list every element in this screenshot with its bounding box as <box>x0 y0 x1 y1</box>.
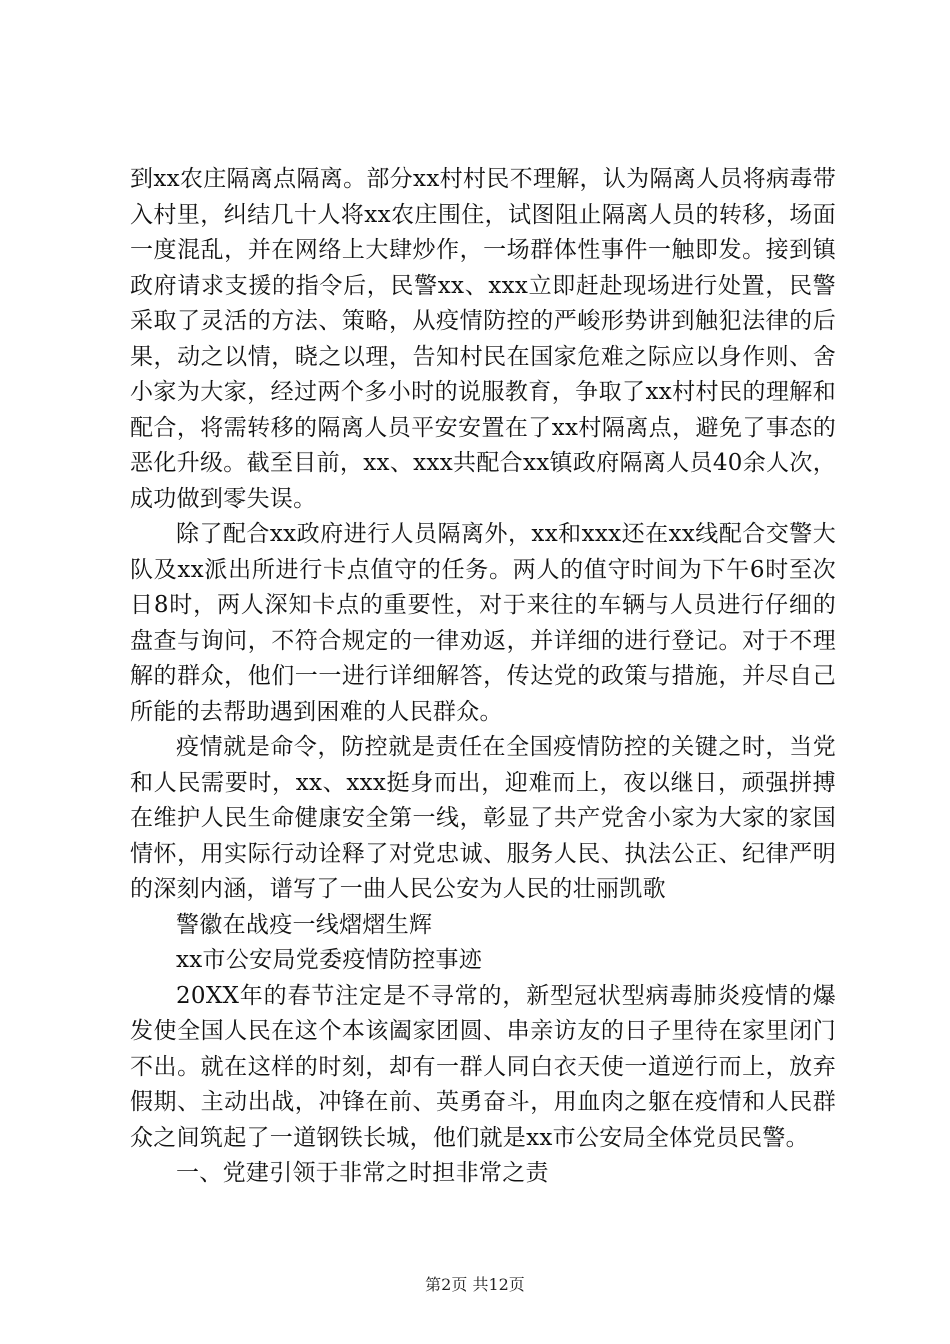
paragraph-4: 20XX年的春节注定是不寻常的，新型冠状型病毒肺炎疫情的爆发使全国人民在这个本该阖家团圆、串亲访友的日子里待在家里闭门不出。就在这样的时刻，却有一群人同白衣天使一道逆行而上，放弃假期、主动出战，冲锋在前、英勇奋斗，用血肉之躯在疫情和人民群众之间筑起了一道钢铁长城，他们就是xx市公安局全体党员民警。 <box>130 982 836 1151</box>
heading-title: 警徽在战疫一线熠熠生辉 <box>176 911 433 938</box>
section-heading: 一、党建引领于非常之时担非常之责 <box>176 1160 549 1186</box>
paragraph-2: 除了配合xx政府进行人员隔离外，xx和xxx还在xx线配合交警大队及xx派出所进行卡点值守的任务。两人的值守时间为下午6时至次日8时，两人深知卡点的重要性，对于来往的车辆与人员进行仔细的盘查与询问，不符合规定的一律劝返，并详细的进行登记。对于不理解的群众，他们一一进行详细解答，传达党的政策与措施，并尽自己所能的去帮助遇到困难的人民群众。 <box>130 521 836 725</box>
heading-subtitle: xx市公安局党委疫情防控事迹 <box>176 947 483 973</box>
paragraph-3: 疫情就是命令，防控就是责任在全国疫情防控的关键之时，当党和人民需要时，xx、xxx挺身而出，迎难而上，夜以继日，顽强拼搏在维护人民生命健康安全第一线，彰显了共产党舍小家为大家的家国情怀，用实际行动诠释了对党忠诚、服务人民、执法公正、纪律严明的深刻内涵，谱写了一曲人民公安为人民的壮丽凯歌 <box>130 734 836 902</box>
page-footer: 第2页 共12页 <box>425 1275 525 1294</box>
paragraph-1: 到xx农庄隔离点隔离。部分xx村村民不理解，认为隔离人员将病毒带入村里，纠结几十人将xx农庄围住，试图阻止隔离人员的转移，场面一度混乱，并在网络上大肆炒作，一场群体性事件一触即发。接到镇政府请求支援的指令后，民警xx、xxx立即赶赴现场进行处置，民警采取了灵活的方法、策略，从疫情防控的严峻形势讲到触犯法律的后果，动之以情，晓之以理，告知村民在国家危难之际应以身作则、舍小家为大家，经过两个多小时的说服教育，争取了xx村村民的理解和配合，将需转移的隔离人员平安安置在了xx村隔离点，避免了事态的恶化升级。截至目前，xx、xxx共配合xx镇政府隔离人员40余人次，成功做到零失误。 <box>130 166 836 512</box>
document-body <box>130 162 836 1192</box>
